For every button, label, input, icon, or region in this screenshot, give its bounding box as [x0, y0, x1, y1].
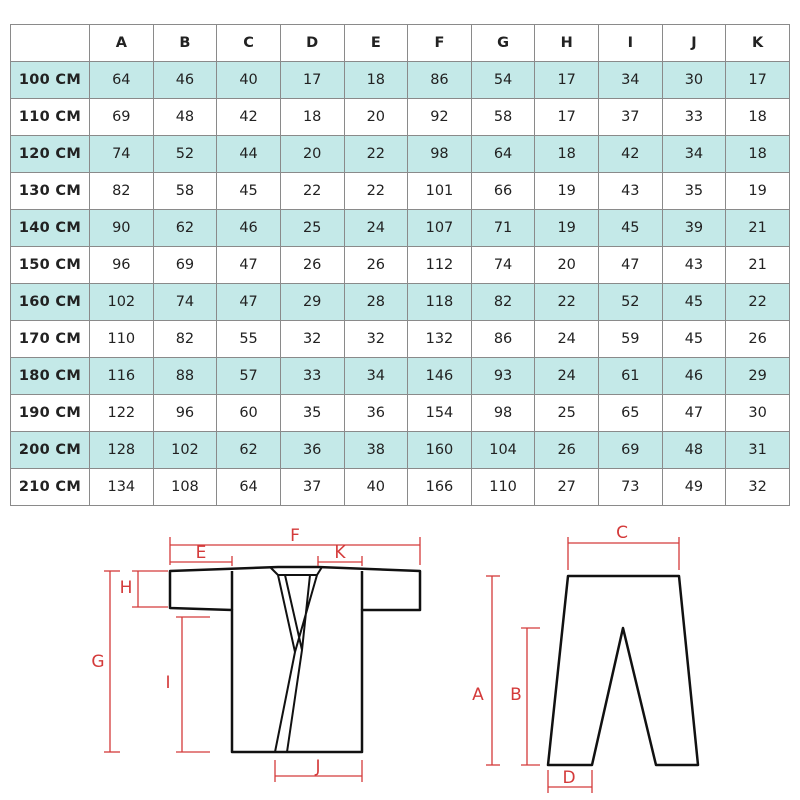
table-cell: 54 [471, 62, 535, 99]
table-cell: 108 [153, 469, 217, 506]
jacket-outline [170, 567, 420, 752]
table-cell: 52 [599, 284, 663, 321]
table-cell: 28 [344, 284, 408, 321]
table-cell: 20 [344, 99, 408, 136]
table-cell: 32 [344, 321, 408, 358]
header-cell-e: E [344, 25, 408, 62]
table-cell: 101 [408, 173, 472, 210]
table-cell: 36 [344, 395, 408, 432]
dim-label-e: E [195, 543, 207, 563]
table-cell: 18 [726, 136, 790, 173]
table-row [11, 469, 790, 506]
row-size-label: 110 CM [11, 99, 90, 136]
header-cell-k: K [726, 25, 790, 62]
table-cell: 48 [153, 99, 217, 136]
table-cell: 26 [535, 432, 599, 469]
table-cell: 32 [726, 469, 790, 506]
table-row [11, 62, 790, 99]
table-cell: 64 [217, 469, 281, 506]
table-cell: 92 [408, 99, 472, 136]
table-cell: 34 [662, 136, 726, 173]
table-cell: 22 [726, 284, 790, 321]
table-row [11, 395, 790, 432]
table-cell: 122 [90, 395, 154, 432]
row-size-label: 120 CM [11, 136, 90, 173]
table-row [11, 247, 790, 284]
table-cell: 17 [726, 62, 790, 99]
jacket-illustration [170, 567, 420, 752]
table-cell: 35 [662, 173, 726, 210]
dim-label-f: F [290, 526, 300, 546]
table-cell: 82 [90, 173, 154, 210]
header-cell-c: C [217, 25, 281, 62]
table-row [11, 321, 790, 358]
table-cell: 49 [662, 469, 726, 506]
table-header [11, 25, 790, 62]
table-cell: 66 [471, 173, 535, 210]
table-row [11, 284, 790, 321]
table-cell: 118 [408, 284, 472, 321]
table-cell: 132 [408, 321, 472, 358]
jacket-dimension-labels [91, 526, 346, 777]
header-cell-f: F [408, 25, 472, 62]
header-corner-cell [11, 25, 90, 62]
table-cell: 64 [471, 136, 535, 173]
table-cell: 47 [599, 247, 663, 284]
dim-label-j: J [315, 757, 321, 777]
table-cell: 30 [662, 62, 726, 99]
table-cell: 65 [599, 395, 663, 432]
table-cell: 22 [535, 284, 599, 321]
table-cell: 46 [153, 62, 217, 99]
table-cell: 102 [90, 284, 154, 321]
table-cell: 166 [408, 469, 472, 506]
table-cell: 96 [90, 247, 154, 284]
table-cell: 43 [662, 247, 726, 284]
table-cell: 52 [153, 136, 217, 173]
table-cell: 74 [90, 136, 154, 173]
table-cell: 134 [90, 469, 154, 506]
table-cell: 69 [90, 99, 154, 136]
table-cell: 27 [535, 469, 599, 506]
header-cell-a: A [90, 25, 154, 62]
table-cell: 19 [535, 210, 599, 247]
table-row [11, 358, 790, 395]
table-cell: 160 [408, 432, 472, 469]
table-cell: 90 [90, 210, 154, 247]
table-cell: 24 [344, 210, 408, 247]
table-cell: 33 [662, 99, 726, 136]
table-cell: 26 [726, 321, 790, 358]
row-size-label: 170 CM [11, 321, 90, 358]
table-cell: 17 [535, 62, 599, 99]
table-cell: 44 [217, 136, 281, 173]
header-cell-g: G [471, 25, 535, 62]
row-size-label: 200 CM [11, 432, 90, 469]
table-cell: 45 [217, 173, 281, 210]
table-cell: 98 [471, 395, 535, 432]
table-cell: 37 [599, 99, 663, 136]
table-cell: 55 [217, 321, 281, 358]
table-cell: 146 [408, 358, 472, 395]
table-cell: 37 [280, 469, 344, 506]
table-cell: 22 [344, 173, 408, 210]
table-cell: 21 [726, 210, 790, 247]
table-cell: 31 [726, 432, 790, 469]
table-cell: 62 [217, 432, 281, 469]
table-cell: 82 [471, 284, 535, 321]
header-cell-b: B [153, 25, 217, 62]
dim-label-d: D [562, 768, 576, 788]
dim-label-c: C [616, 523, 628, 543]
table-cell: 30 [726, 395, 790, 432]
dim-label-i: I [165, 673, 171, 693]
table-cell: 110 [90, 321, 154, 358]
table-cell: 17 [280, 62, 344, 99]
size-chart-table [10, 24, 790, 506]
table-cell: 34 [344, 358, 408, 395]
table-row [11, 136, 790, 173]
table-cell: 58 [471, 99, 535, 136]
table-row [11, 99, 790, 136]
table-cell: 19 [726, 173, 790, 210]
table-cell: 57 [217, 358, 281, 395]
dim-label-k: K [334, 543, 346, 563]
table-cell: 42 [599, 136, 663, 173]
table-cell: 17 [535, 99, 599, 136]
dim-label-a: A [472, 685, 484, 705]
jacket-dimensions [104, 537, 420, 782]
table-cell: 18 [344, 62, 408, 99]
table-cell: 34 [599, 62, 663, 99]
measurement-diagram [0, 510, 800, 800]
table-cell: 86 [408, 62, 472, 99]
table-cell: 47 [217, 284, 281, 321]
table-cell: 26 [280, 247, 344, 284]
table-cell: 86 [471, 321, 535, 358]
table-cell: 33 [280, 358, 344, 395]
table-cell: 112 [408, 247, 472, 284]
table-cell: 110 [471, 469, 535, 506]
table-body [11, 62, 790, 506]
table-cell: 59 [599, 321, 663, 358]
table-cell: 74 [153, 284, 217, 321]
table-cell: 69 [153, 247, 217, 284]
table-cell: 40 [344, 469, 408, 506]
pants-illustration [548, 576, 698, 765]
row-size-label: 190 CM [11, 395, 90, 432]
table-cell: 58 [153, 173, 217, 210]
dim-label-h: H [119, 578, 133, 598]
table-cell: 61 [599, 358, 663, 395]
table-cell: 25 [535, 395, 599, 432]
row-size-label: 130 CM [11, 173, 90, 210]
table-cell: 46 [217, 210, 281, 247]
jacket-collar [270, 567, 322, 752]
table-cell: 116 [90, 358, 154, 395]
table-cell: 24 [535, 321, 599, 358]
table-cell: 104 [471, 432, 535, 469]
table-cell: 46 [662, 358, 726, 395]
table-cell: 107 [408, 210, 472, 247]
table-cell: 69 [599, 432, 663, 469]
table-cell: 35 [280, 395, 344, 432]
table-cell: 98 [408, 136, 472, 173]
row-size-label: 210 CM [11, 469, 90, 506]
table-cell: 88 [153, 358, 217, 395]
table-cell: 128 [90, 432, 154, 469]
table-cell: 18 [726, 99, 790, 136]
table-row [11, 432, 790, 469]
table-cell: 42 [217, 99, 281, 136]
table-cell: 26 [344, 247, 408, 284]
dim-label-g: G [91, 652, 105, 672]
table-cell: 18 [535, 136, 599, 173]
table-cell: 25 [280, 210, 344, 247]
table-cell: 38 [344, 432, 408, 469]
header-cell-h: H [535, 25, 599, 62]
table-cell: 47 [217, 247, 281, 284]
table-cell: 47 [662, 395, 726, 432]
row-size-label: 180 CM [11, 358, 90, 395]
table-cell: 102 [153, 432, 217, 469]
table-cell: 60 [217, 395, 281, 432]
row-size-label: 150 CM [11, 247, 90, 284]
table-cell: 45 [662, 284, 726, 321]
table-cell: 45 [662, 321, 726, 358]
table-cell: 22 [344, 136, 408, 173]
table-cell: 18 [280, 99, 344, 136]
table-cell: 24 [535, 358, 599, 395]
table-cell: 29 [726, 358, 790, 395]
table-cell: 73 [599, 469, 663, 506]
table-cell: 39 [662, 210, 726, 247]
header-row [11, 25, 790, 62]
table-cell: 96 [153, 395, 217, 432]
table-cell: 20 [535, 247, 599, 284]
header-cell-j: J [662, 25, 726, 62]
table-cell: 43 [599, 173, 663, 210]
table-cell: 62 [153, 210, 217, 247]
table-cell: 36 [280, 432, 344, 469]
table-cell: 40 [217, 62, 281, 99]
table-cell: 82 [153, 321, 217, 358]
table-row [11, 173, 790, 210]
table-cell: 48 [662, 432, 726, 469]
table-cell: 20 [280, 136, 344, 173]
table-cell: 93 [471, 358, 535, 395]
row-size-label: 140 CM [11, 210, 90, 247]
table-row [11, 210, 790, 247]
row-size-label: 160 CM [11, 284, 90, 321]
header-cell-d: D [280, 25, 344, 62]
table-cell: 21 [726, 247, 790, 284]
table-cell: 19 [535, 173, 599, 210]
pants-outline [548, 576, 698, 765]
table-cell: 22 [280, 173, 344, 210]
header-cell-i: I [599, 25, 663, 62]
table-cell: 154 [408, 395, 472, 432]
table-cell: 71 [471, 210, 535, 247]
table-cell: 29 [280, 284, 344, 321]
table-cell: 32 [280, 321, 344, 358]
table-cell: 64 [90, 62, 154, 99]
row-size-label: 100 CM [11, 62, 90, 99]
table-cell: 74 [471, 247, 535, 284]
table-cell: 45 [599, 210, 663, 247]
dim-label-b: B [510, 685, 522, 705]
